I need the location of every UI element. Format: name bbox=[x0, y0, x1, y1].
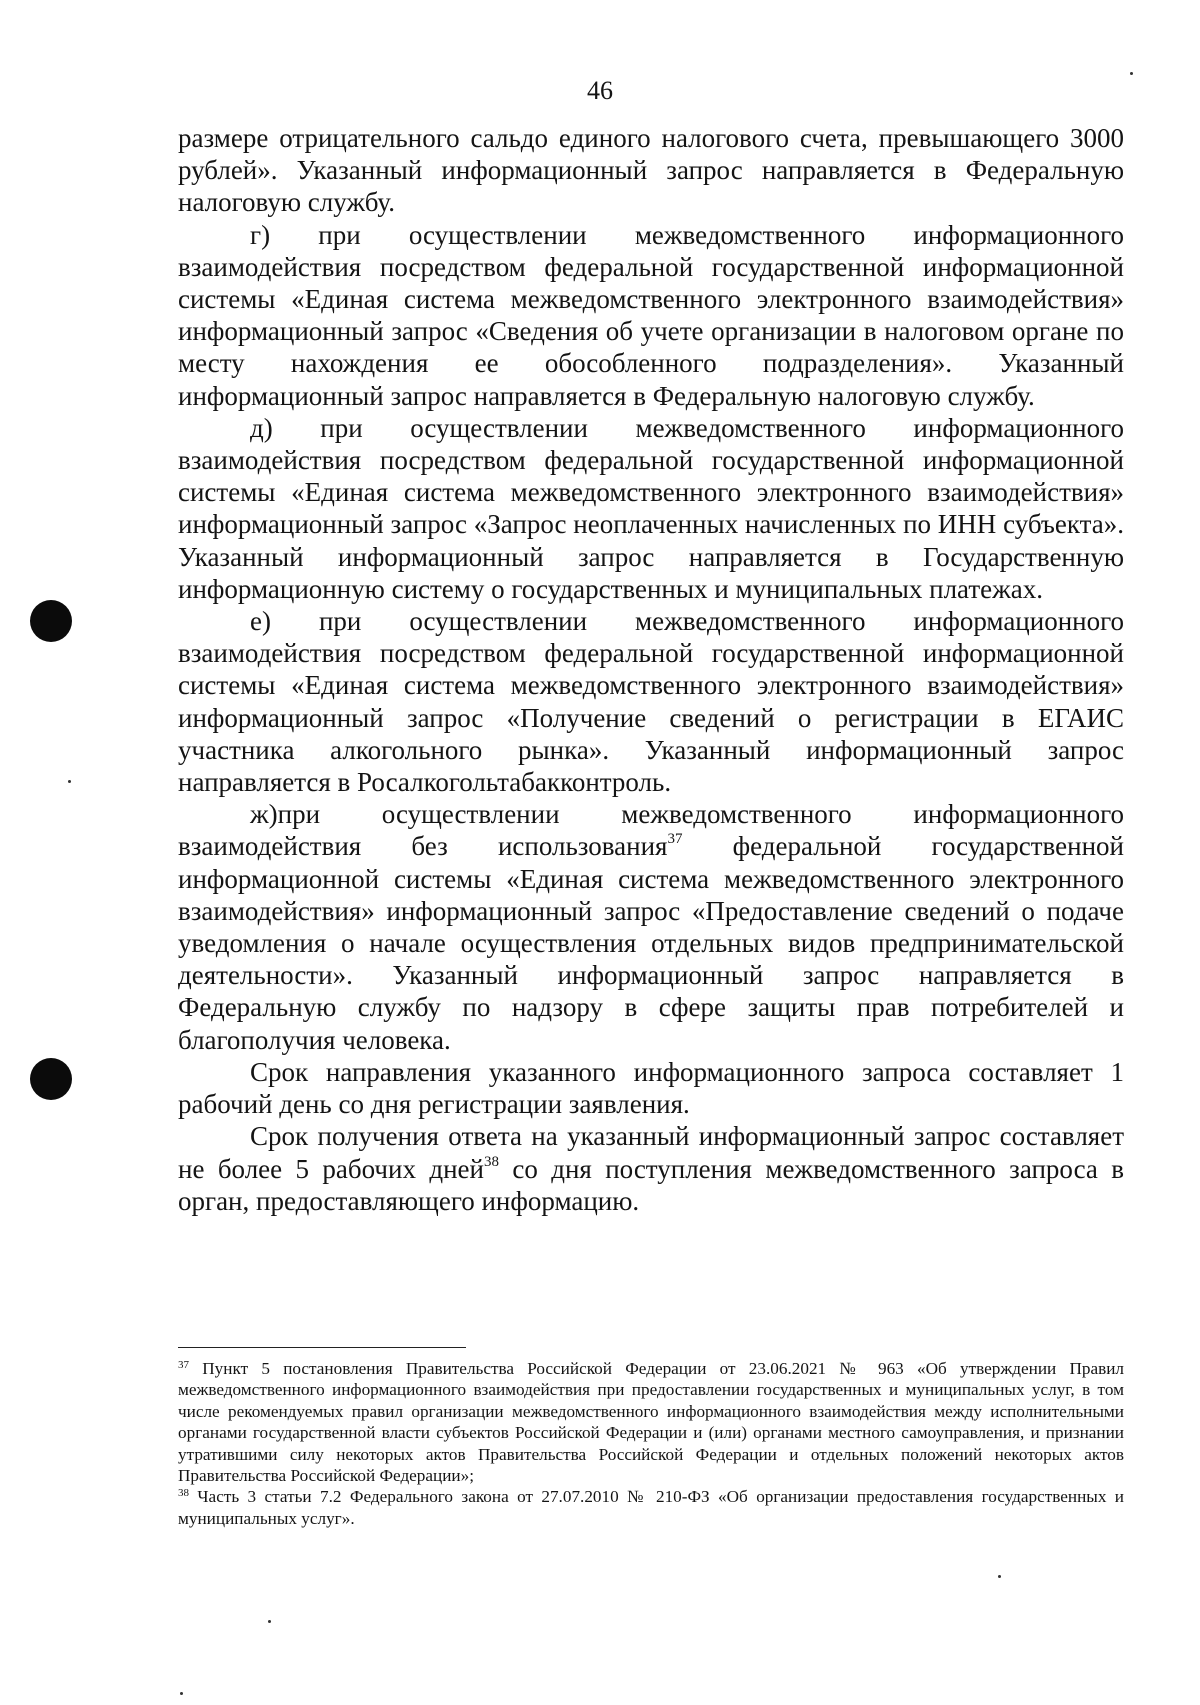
paragraph-text: при осуществлении межведомственного информационного взаимодействия посредством федеральной государственной информационной системы «Единая система межведомственного электронного взаимодействия» информационный запрос «Сведения об учете организации в налоговом органе по месту нахождения ее обособленного подразделения». Указанный информационный запрос направляется в Федеральную налоговую службу. bbox=[178, 219, 1124, 411]
body-text bbox=[178, 122, 1124, 1217]
footnote-text: Пункт 5 постановления Правительства Российской Федерации от 23.06.2021 № 963 «Об утверждении Правил межведомственного информационного взаимодействия при предоставлении государственных и муниципальных услуг, в том числе рекомендуемых правил организации межведомственного информационного взаимодействия между исполнительными органами государственной власти субъектов Российской Федерации и (или) органами местного самоуправления, и признании утратившими силу некоторых актов Правительства Российской Федерации и отдельных положений некоторых актов Правительства Российской Федерации»; bbox=[178, 1359, 1125, 1486]
paragraph-item-g bbox=[178, 219, 1124, 412]
item-marker: е) bbox=[250, 606, 271, 637]
footnotes bbox=[178, 1358, 1124, 1529]
paragraph-item-zh bbox=[178, 798, 1124, 1056]
paragraph-text: при осуществлении межведомственного информационного взаимодействия посредством федеральной государственной информационной системы «Единая система межведомственного электронного взаимодействия» информационный запрос «Получение сведений о регистрации в ЕГАИС участника алкогольного рынка». Указанный информационный запрос направляется в Росалкогольтабакконтроль. bbox=[178, 606, 1125, 798]
footnote-38 bbox=[178, 1486, 1124, 1529]
footnote-number: 37 bbox=[178, 1359, 189, 1371]
footnote-separator bbox=[178, 1347, 466, 1348]
footnote-text: Часть 3 статьи 7.2 Федерального закона от 27.07.2010 № 210-ФЗ «Об организации предоставления государственных и муниципальных услуг». bbox=[178, 1487, 1124, 1528]
paragraph-text: при осуществлении межведомственного информационного взаимодействия посредством федеральной государственной информационной системы «Единая система межведомственного электронного взаимодействия» информационный запрос «Запрос неоплаченных начисленных по ИНН субъекта». Указанный информационный запрос направляется в Государственную информационную систему о государственных и муниципальных платежах. bbox=[178, 412, 1125, 604]
page-number: 46 bbox=[587, 76, 613, 105]
paragraph-text-continued: федеральной государственной информационной системы «Единая система межведомственного электронного взаимодействия» информационный запрос «Предоставление сведений о подаче уведомления о начале осуществления отдельных видов предпринимательской деятельности». Указанный информационный запрос направляется в Федеральную службу по надзору в сфере защиты прав потребителей и благополучия человека. bbox=[178, 831, 1124, 1055]
item-marker: г) bbox=[250, 219, 271, 250]
paragraph-deadline-send bbox=[178, 1056, 1124, 1120]
scan-speck bbox=[68, 780, 71, 783]
paragraph-text: при осуществлении межведомственного информационного взаимодействия без использования bbox=[178, 799, 1124, 862]
paragraph-deadline-response bbox=[178, 1120, 1124, 1217]
paragraph-item-d bbox=[178, 412, 1124, 605]
scan-speck bbox=[180, 1692, 183, 1695]
punch-hole bbox=[30, 1058, 72, 1100]
item-marker: д) bbox=[250, 412, 273, 443]
scan-speck bbox=[1130, 72, 1133, 75]
footnote-ref-37[interactable]: 37 bbox=[667, 831, 683, 848]
paragraph-text-continued: со дня поступления межведомственного запроса в орган, предоставляющего информацию. bbox=[178, 1153, 1124, 1216]
paragraph-continuation bbox=[178, 122, 1124, 219]
footnote-ref-38[interactable]: 38 bbox=[483, 1153, 499, 1170]
paragraph-text: Срок получения ответа на указанный информационный запрос составляет не более 5 рабочих дней bbox=[178, 1121, 1124, 1184]
punch-hole bbox=[30, 600, 72, 642]
paragraph-text: Срок направления указанного информационного запроса составляет 1 рабочий день со дня регистрации заявления. bbox=[178, 1056, 1124, 1120]
item-marker: ж) bbox=[250, 799, 278, 830]
scan-speck bbox=[998, 1575, 1001, 1578]
footnote-number: 38 bbox=[178, 1487, 189, 1500]
paragraph-item-e bbox=[178, 605, 1124, 798]
scan-speck bbox=[268, 1620, 271, 1623]
footnote-37 bbox=[178, 1358, 1124, 1486]
paragraph-text: размере отрицательного сальдо единого налогового счета, превышающего 3000 рублей». Указанный информационный запрос направляется в Федеральную налоговую службу. bbox=[178, 123, 1124, 218]
